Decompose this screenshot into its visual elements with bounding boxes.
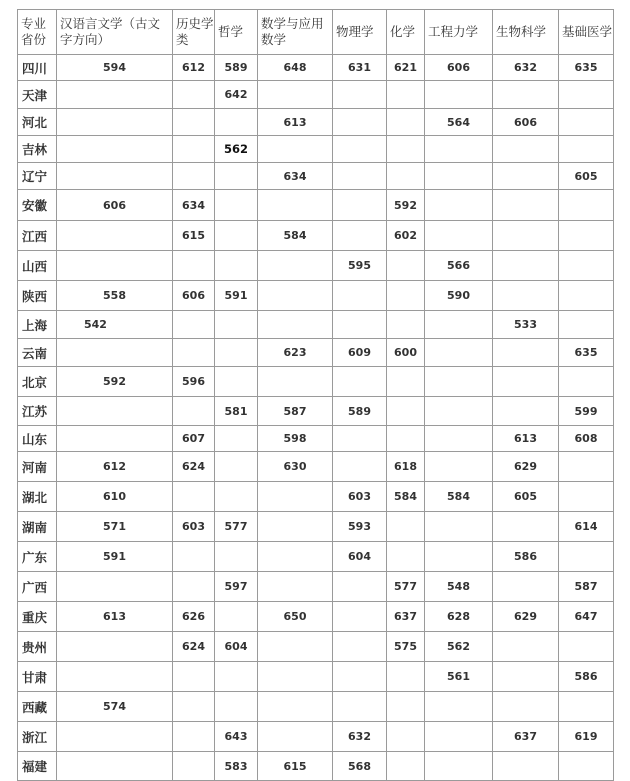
score-cell: 606 xyxy=(57,190,173,221)
score-cell: 584 xyxy=(258,221,333,251)
score-cell: 629 xyxy=(493,452,559,482)
score-cell xyxy=(493,662,559,692)
table-row xyxy=(18,81,614,109)
score-cell xyxy=(493,251,559,281)
score-cell xyxy=(258,542,333,572)
score-cell xyxy=(57,752,173,781)
header-corner-cell: 专业省份 xyxy=(18,10,57,55)
score-cell xyxy=(425,397,493,426)
score-cell xyxy=(173,752,215,781)
score-cell xyxy=(493,512,559,542)
table-row xyxy=(18,190,614,221)
province-cell: 上海 xyxy=(18,311,57,339)
score-cell: 562 xyxy=(215,136,258,163)
score-cell: 548 xyxy=(425,572,493,602)
province-cell: 吉林 xyxy=(18,136,57,163)
score-cell: 634 xyxy=(173,190,215,221)
score-cell: 635 xyxy=(559,339,614,367)
score-cell: 608 xyxy=(559,426,614,452)
score-cell xyxy=(57,722,173,752)
score-cell xyxy=(173,251,215,281)
score-cell xyxy=(333,572,387,602)
table-row xyxy=(18,662,614,692)
score-cell xyxy=(173,722,215,752)
score-cell xyxy=(559,311,614,339)
score-cell: 590 xyxy=(425,281,493,311)
score-cell xyxy=(57,251,173,281)
score-cell xyxy=(258,81,333,109)
score-cell xyxy=(387,752,425,781)
column-header: 化学 xyxy=(387,10,425,55)
score-cell xyxy=(387,81,425,109)
score-cell xyxy=(57,632,173,662)
score-cell: 612 xyxy=(173,55,215,81)
score-cell: 594 xyxy=(57,55,173,81)
score-cell: 630 xyxy=(258,452,333,482)
province-cell: 重庆 xyxy=(18,602,57,632)
province-cell: 河北 xyxy=(18,109,57,136)
score-cell xyxy=(173,311,215,339)
score-cell xyxy=(258,367,333,397)
province-cell: 山东 xyxy=(18,426,57,452)
score-cell: 568 xyxy=(333,752,387,781)
score-cell: 648 xyxy=(258,55,333,81)
column-header: 生物科学 xyxy=(493,10,559,55)
score-cell: 561 xyxy=(425,662,493,692)
score-cell: 607 xyxy=(173,426,215,452)
score-cell xyxy=(57,662,173,692)
score-cell xyxy=(258,512,333,542)
score-cell xyxy=(258,722,333,752)
score-cell xyxy=(173,397,215,426)
table-row xyxy=(18,221,614,251)
score-cell: 602 xyxy=(387,221,425,251)
score-cell: 624 xyxy=(173,632,215,662)
column-header: 基础医学 xyxy=(559,10,614,55)
score-cell xyxy=(387,512,425,542)
table-row xyxy=(18,311,614,339)
score-cell xyxy=(258,482,333,512)
score-cell xyxy=(57,221,173,251)
score-cell xyxy=(493,281,559,311)
score-cell: 577 xyxy=(387,572,425,602)
score-cell: 603 xyxy=(173,512,215,542)
score-cell: 542 xyxy=(57,311,173,339)
score-cell: 613 xyxy=(493,426,559,452)
score-cell xyxy=(215,426,258,452)
score-cell: 577 xyxy=(215,512,258,542)
score-cell xyxy=(387,722,425,752)
score-cell xyxy=(215,190,258,221)
score-cell xyxy=(215,452,258,482)
score-cell xyxy=(173,542,215,572)
score-cell: 591 xyxy=(57,542,173,572)
score-cell xyxy=(57,397,173,426)
score-cell xyxy=(493,692,559,722)
score-cell xyxy=(387,542,425,572)
province-cell: 河南 xyxy=(18,452,57,482)
score-cell xyxy=(387,109,425,136)
score-cell xyxy=(559,190,614,221)
score-cell xyxy=(559,281,614,311)
province-cell: 陕西 xyxy=(18,281,57,311)
score-cell xyxy=(425,692,493,722)
table-row xyxy=(18,542,614,572)
province-cell: 云南 xyxy=(18,339,57,367)
province-cell: 安徽 xyxy=(18,190,57,221)
score-cell: 574 xyxy=(57,692,173,722)
score-cell: 604 xyxy=(215,632,258,662)
score-cell: 650 xyxy=(258,602,333,632)
score-cell: 647 xyxy=(559,602,614,632)
score-cell: 606 xyxy=(493,109,559,136)
table-row xyxy=(18,722,614,752)
score-cell xyxy=(493,81,559,109)
table-row xyxy=(18,426,614,452)
score-cell xyxy=(493,397,559,426)
score-cell: 628 xyxy=(425,602,493,632)
score-cell xyxy=(215,163,258,190)
score-cell: 584 xyxy=(387,482,425,512)
score-cell xyxy=(258,190,333,221)
score-cell xyxy=(493,632,559,662)
score-cell xyxy=(258,136,333,163)
score-cell: 605 xyxy=(559,163,614,190)
score-cell xyxy=(493,572,559,602)
score-cell: 587 xyxy=(258,397,333,426)
score-cell xyxy=(387,367,425,397)
score-cell xyxy=(333,632,387,662)
province-cell: 湖北 xyxy=(18,482,57,512)
score-cell: 618 xyxy=(387,452,425,482)
score-cell xyxy=(559,692,614,722)
score-cell xyxy=(215,311,258,339)
score-cell xyxy=(425,452,493,482)
score-cell xyxy=(559,367,614,397)
score-cell xyxy=(57,163,173,190)
score-cell: 587 xyxy=(559,572,614,602)
score-cell: 584 xyxy=(425,482,493,512)
score-cell: 615 xyxy=(173,221,215,251)
score-cell xyxy=(333,311,387,339)
score-cell: 599 xyxy=(559,397,614,426)
score-cell xyxy=(387,426,425,452)
score-cell xyxy=(425,81,493,109)
table-row xyxy=(18,512,614,542)
score-cell xyxy=(173,482,215,512)
table-row xyxy=(18,632,614,662)
score-cell xyxy=(57,81,173,109)
score-cell xyxy=(493,190,559,221)
score-cell xyxy=(258,311,333,339)
score-cell xyxy=(425,367,493,397)
score-cell xyxy=(215,339,258,367)
score-cell xyxy=(173,163,215,190)
score-cell xyxy=(215,367,258,397)
table-row xyxy=(18,251,614,281)
score-cell xyxy=(333,81,387,109)
column-header: 数学与应用数学 xyxy=(258,10,333,55)
score-cell: 619 xyxy=(559,722,614,752)
score-cell xyxy=(333,163,387,190)
score-cell: 593 xyxy=(333,512,387,542)
score-cell xyxy=(333,367,387,397)
score-cell: 586 xyxy=(493,542,559,572)
score-cell xyxy=(57,339,173,367)
score-cell xyxy=(215,692,258,722)
province-cell: 甘肃 xyxy=(18,662,57,692)
score-cell: 613 xyxy=(258,109,333,136)
score-cell xyxy=(173,662,215,692)
score-cell xyxy=(173,692,215,722)
score-cell: 635 xyxy=(559,55,614,81)
score-cell xyxy=(258,632,333,662)
province-cell: 山西 xyxy=(18,251,57,281)
province-cell: 湖南 xyxy=(18,512,57,542)
score-cell xyxy=(493,136,559,163)
score-cell xyxy=(258,251,333,281)
province-cell: 辽宁 xyxy=(18,163,57,190)
score-cell xyxy=(425,426,493,452)
table-body xyxy=(18,55,614,781)
score-cell xyxy=(387,662,425,692)
score-cell: 586 xyxy=(559,662,614,692)
score-cell xyxy=(425,311,493,339)
score-cell xyxy=(387,311,425,339)
table-row xyxy=(18,452,614,482)
score-cell xyxy=(425,752,493,781)
score-cell: 589 xyxy=(215,55,258,81)
score-cell xyxy=(215,251,258,281)
column-header: 历史学类 xyxy=(173,10,215,55)
score-cell xyxy=(173,572,215,602)
table-row xyxy=(18,367,614,397)
province-cell: 浙江 xyxy=(18,722,57,752)
province-cell: 广东 xyxy=(18,542,57,572)
score-cell: 637 xyxy=(493,722,559,752)
table-row xyxy=(18,109,614,136)
score-cell: 581 xyxy=(215,397,258,426)
score-cell xyxy=(173,109,215,136)
table-row xyxy=(18,692,614,722)
score-cell xyxy=(387,163,425,190)
score-cell xyxy=(333,281,387,311)
score-cell: 605 xyxy=(493,482,559,512)
score-cell xyxy=(333,190,387,221)
province-cell: 福建 xyxy=(18,752,57,781)
score-cell: 591 xyxy=(215,281,258,311)
score-cell xyxy=(333,109,387,136)
score-cell xyxy=(333,452,387,482)
score-cell: 629 xyxy=(493,602,559,632)
table-row xyxy=(18,572,614,602)
score-cell xyxy=(333,136,387,163)
score-cell xyxy=(425,512,493,542)
score-cell xyxy=(559,251,614,281)
score-cell: 642 xyxy=(215,81,258,109)
score-cell: 606 xyxy=(425,55,493,81)
score-cell: 600 xyxy=(387,339,425,367)
province-cell: 贵州 xyxy=(18,632,57,662)
score-cell: 604 xyxy=(333,542,387,572)
score-cell: 643 xyxy=(215,722,258,752)
score-cell xyxy=(559,482,614,512)
province-cell: 四川 xyxy=(18,55,57,81)
table-row xyxy=(18,752,614,781)
province-cell: 西藏 xyxy=(18,692,57,722)
score-cell: 632 xyxy=(493,55,559,81)
score-cell: 612 xyxy=(57,452,173,482)
score-cell xyxy=(173,81,215,109)
score-cell: 632 xyxy=(333,722,387,752)
score-cell xyxy=(559,752,614,781)
score-cell xyxy=(559,452,614,482)
score-cell xyxy=(425,163,493,190)
score-cell: 606 xyxy=(173,281,215,311)
score-cell: 614 xyxy=(559,512,614,542)
score-cell xyxy=(425,136,493,163)
score-cell: 595 xyxy=(333,251,387,281)
score-cell xyxy=(258,572,333,602)
score-cell xyxy=(258,662,333,692)
score-cell xyxy=(333,692,387,722)
province-cell: 广西 xyxy=(18,572,57,602)
score-cell: 596 xyxy=(173,367,215,397)
score-cell xyxy=(387,251,425,281)
score-cell: 610 xyxy=(57,482,173,512)
score-cell: 562 xyxy=(425,632,493,662)
score-cell xyxy=(425,221,493,251)
score-cell: 621 xyxy=(387,55,425,81)
province-cell: 天津 xyxy=(18,81,57,109)
score-cell xyxy=(425,339,493,367)
province-cell: 北京 xyxy=(18,367,57,397)
score-cell xyxy=(559,542,614,572)
table-row xyxy=(18,55,614,81)
score-cell xyxy=(173,136,215,163)
score-cell xyxy=(333,221,387,251)
score-cell xyxy=(559,221,614,251)
score-cell: 592 xyxy=(57,367,173,397)
score-cell xyxy=(493,163,559,190)
score-cell xyxy=(425,190,493,221)
score-cell: 566 xyxy=(425,251,493,281)
score-cell xyxy=(215,482,258,512)
table-row xyxy=(18,136,614,163)
score-cell: 558 xyxy=(57,281,173,311)
score-cell xyxy=(57,426,173,452)
column-header: 工程力学 xyxy=(425,10,493,55)
score-cell: 589 xyxy=(333,397,387,426)
score-cell xyxy=(559,81,614,109)
score-cell xyxy=(387,397,425,426)
score-cell: 634 xyxy=(258,163,333,190)
score-cell xyxy=(333,426,387,452)
score-cell: 533 xyxy=(493,311,559,339)
header-row xyxy=(18,10,614,55)
score-cell xyxy=(387,281,425,311)
score-cell: 597 xyxy=(215,572,258,602)
score-cell xyxy=(333,602,387,632)
table-row xyxy=(18,339,614,367)
score-cell xyxy=(333,662,387,692)
score-cell: 603 xyxy=(333,482,387,512)
score-cell: 571 xyxy=(57,512,173,542)
score-cell xyxy=(387,136,425,163)
score-cell: 624 xyxy=(173,452,215,482)
score-cell: 615 xyxy=(258,752,333,781)
score-cell xyxy=(215,221,258,251)
score-cell xyxy=(559,632,614,662)
score-cell xyxy=(425,722,493,752)
province-cell: 江苏 xyxy=(18,397,57,426)
score-cell: 598 xyxy=(258,426,333,452)
score-cell xyxy=(493,367,559,397)
score-cell xyxy=(559,109,614,136)
score-cell xyxy=(387,692,425,722)
score-cell: 626 xyxy=(173,602,215,632)
score-cell xyxy=(425,542,493,572)
score-cell: 575 xyxy=(387,632,425,662)
table-row xyxy=(18,281,614,311)
score-cell: 592 xyxy=(387,190,425,221)
score-cell xyxy=(215,662,258,692)
score-cell xyxy=(559,136,614,163)
score-cell: 637 xyxy=(387,602,425,632)
table-row xyxy=(18,482,614,512)
score-cell: 564 xyxy=(425,109,493,136)
score-table xyxy=(17,9,614,781)
score-cell xyxy=(493,221,559,251)
table-row xyxy=(18,397,614,426)
column-header: 物理学 xyxy=(333,10,387,55)
score-cell xyxy=(57,136,173,163)
column-header: 汉语言文学（古文字方向） xyxy=(57,10,173,55)
score-cell: 631 xyxy=(333,55,387,81)
score-cell xyxy=(493,752,559,781)
score-cell xyxy=(258,281,333,311)
score-cell xyxy=(173,339,215,367)
score-cell: 623 xyxy=(258,339,333,367)
score-cell xyxy=(258,692,333,722)
score-cell xyxy=(215,542,258,572)
province-cell: 江西 xyxy=(18,221,57,251)
score-cell: 613 xyxy=(57,602,173,632)
score-cell xyxy=(215,109,258,136)
table-row xyxy=(18,163,614,190)
score-cell xyxy=(57,572,173,602)
score-cell xyxy=(493,339,559,367)
column-header: 哲学 xyxy=(215,10,258,55)
score-cell: 609 xyxy=(333,339,387,367)
score-cell: 583 xyxy=(215,752,258,781)
score-cell xyxy=(57,109,173,136)
table-row xyxy=(18,602,614,632)
score-cell xyxy=(215,602,258,632)
